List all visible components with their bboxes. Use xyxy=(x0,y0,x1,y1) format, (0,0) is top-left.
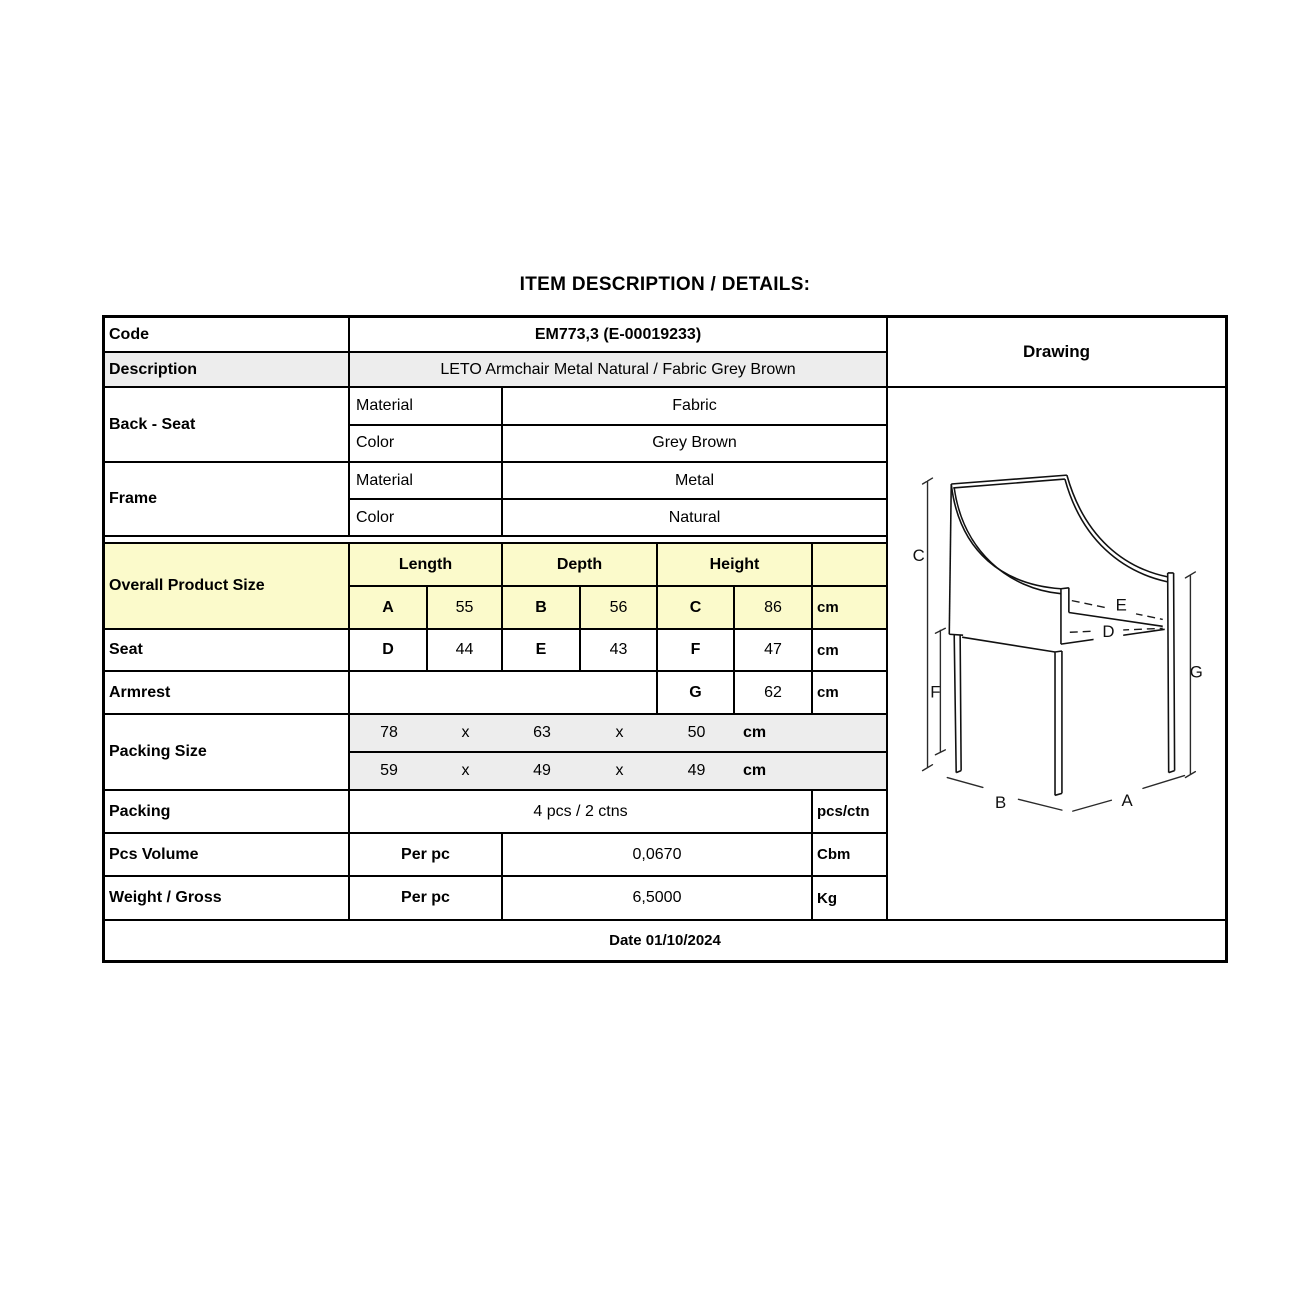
dim-label-f: F xyxy=(930,682,941,702)
spec-table xyxy=(102,315,1228,963)
dim-label-g: G xyxy=(1189,662,1203,682)
carton2-x2: x xyxy=(615,762,624,779)
packing-size-row-1 xyxy=(350,715,886,753)
row-packing-size xyxy=(105,715,886,791)
dim-value-b: 56 xyxy=(581,587,658,628)
dim-value-c: 86 xyxy=(735,587,813,628)
overall-size-headers xyxy=(350,544,886,587)
row-overall-size xyxy=(105,544,886,630)
dim-key-g: G xyxy=(658,672,735,713)
frame-color-value: Natural xyxy=(668,508,721,526)
armrest-blank-cell xyxy=(350,672,658,713)
packing-value: 4 pcs / 2 ctns xyxy=(350,791,813,832)
row-description xyxy=(105,353,886,388)
carton2-x1: x xyxy=(461,762,470,779)
weight-value: 6,5000 xyxy=(503,877,813,919)
dim-value-e: 43 xyxy=(581,630,658,670)
date-row: Date 01/10/2024 xyxy=(105,919,1225,960)
pcs-volume-per: Per pc xyxy=(350,834,503,875)
carton2-height: 49 xyxy=(687,762,706,779)
frame-details xyxy=(350,463,886,535)
back-seat-color-row xyxy=(350,426,886,462)
dim-label-b: B xyxy=(995,793,1007,813)
drawing-canvas xyxy=(888,388,1225,919)
row-weight xyxy=(105,877,886,919)
dim-value-a: 55 xyxy=(428,587,503,628)
carton1-length: 78 xyxy=(380,724,398,741)
packing-size-values xyxy=(350,715,886,789)
dim-key-b: B xyxy=(503,587,581,628)
frame-color-row xyxy=(350,500,886,535)
page-title: ITEM DESCRIPTION / DETAILS: xyxy=(519,274,811,295)
weight-label: Weight / Gross xyxy=(105,877,350,919)
overall-size-grid xyxy=(350,544,886,628)
pcs-volume-unit: Cbm xyxy=(817,846,851,863)
section-divider xyxy=(105,535,886,544)
dim-value-d: 44 xyxy=(428,630,503,670)
packing-label: Packing xyxy=(105,791,350,832)
carton1-depth: 63 xyxy=(533,724,551,741)
drawing-column xyxy=(888,318,1225,919)
armrest-unit: cm xyxy=(817,684,839,701)
row-code xyxy=(105,318,886,353)
packing-unit: pcs/ctn xyxy=(817,803,870,820)
carton1-x1: x xyxy=(461,724,470,741)
frame-color-label: Color xyxy=(350,500,503,535)
dim-key-f: F xyxy=(658,630,735,670)
armchair-dimension-drawing xyxy=(888,388,1225,919)
weight-per: Per pc xyxy=(350,877,503,919)
row-seat xyxy=(105,630,886,672)
overall-unit: cm xyxy=(817,599,839,616)
dim-label-e: E xyxy=(1115,595,1127,615)
row-packing xyxy=(105,791,886,834)
code-value: EM773,3 (E-00019233) xyxy=(534,325,702,343)
carton1-height: 50 xyxy=(687,724,706,741)
overall-size-label: Overall Product Size xyxy=(105,544,350,628)
back-seat-label: Back - Seat xyxy=(105,388,350,461)
back-seat-material-value: Fabric xyxy=(672,396,717,414)
depth-header: Depth xyxy=(503,544,658,585)
weight-unit: Kg xyxy=(817,889,837,907)
row-pcs-volume xyxy=(105,834,886,877)
row-armrest xyxy=(105,672,886,715)
description-value: LETO Armchair Metal Natural / Fabric Grey Brown xyxy=(440,360,796,378)
dim-key-c: C xyxy=(658,587,735,628)
frame-material-row xyxy=(350,463,886,500)
pcs-volume-value: 0,0670 xyxy=(503,834,813,875)
dim-key-a: A xyxy=(350,587,428,628)
packing-size-label: Packing Size xyxy=(105,715,350,789)
carton1-x2: x xyxy=(615,724,624,741)
back-seat-color-label: Color xyxy=(350,426,503,462)
back-seat-color-value: Grey Brown xyxy=(652,434,737,452)
frame-label: Frame xyxy=(105,463,350,535)
armrest-label: Armrest xyxy=(105,672,350,713)
dim-label-d: D xyxy=(1102,622,1115,642)
carton2-length: 59 xyxy=(380,762,398,779)
dim-key-d: D xyxy=(350,630,428,670)
dim-value-f: 47 xyxy=(735,630,813,670)
carton2-unit: cm xyxy=(743,762,767,779)
description-label: Description xyxy=(105,353,350,386)
dim-key-e: E xyxy=(503,630,581,670)
spec-columns xyxy=(105,318,888,919)
code-label: Code xyxy=(105,318,350,351)
back-seat-material-row xyxy=(350,388,886,426)
height-header: Height xyxy=(658,544,813,585)
dim-label-c: C xyxy=(912,546,925,566)
dim-label-a: A xyxy=(1121,791,1133,811)
frame-material-label: Material xyxy=(350,463,503,498)
seat-label: Seat xyxy=(105,630,350,670)
length-header: Length xyxy=(350,544,503,585)
frame-material-value: Metal xyxy=(674,471,715,489)
back-seat-material-label: Material xyxy=(350,388,503,424)
overall-size-values xyxy=(350,587,886,628)
armchair-outline xyxy=(949,475,1174,795)
dim-value-g: 62 xyxy=(735,672,813,713)
overall-headers-blank-cell xyxy=(813,544,886,585)
seat-unit: cm xyxy=(817,641,839,659)
row-frame xyxy=(105,463,886,535)
pcs-volume-label: Pcs Volume xyxy=(105,834,350,875)
back-seat-details xyxy=(350,388,886,461)
row-back-seat xyxy=(105,388,886,463)
packing-size-row-2 xyxy=(350,753,886,789)
carton2-depth: 49 xyxy=(533,762,551,779)
drawing-header: Drawing xyxy=(888,318,1225,388)
table-body xyxy=(105,318,1225,919)
carton1-unit: cm xyxy=(743,724,767,741)
